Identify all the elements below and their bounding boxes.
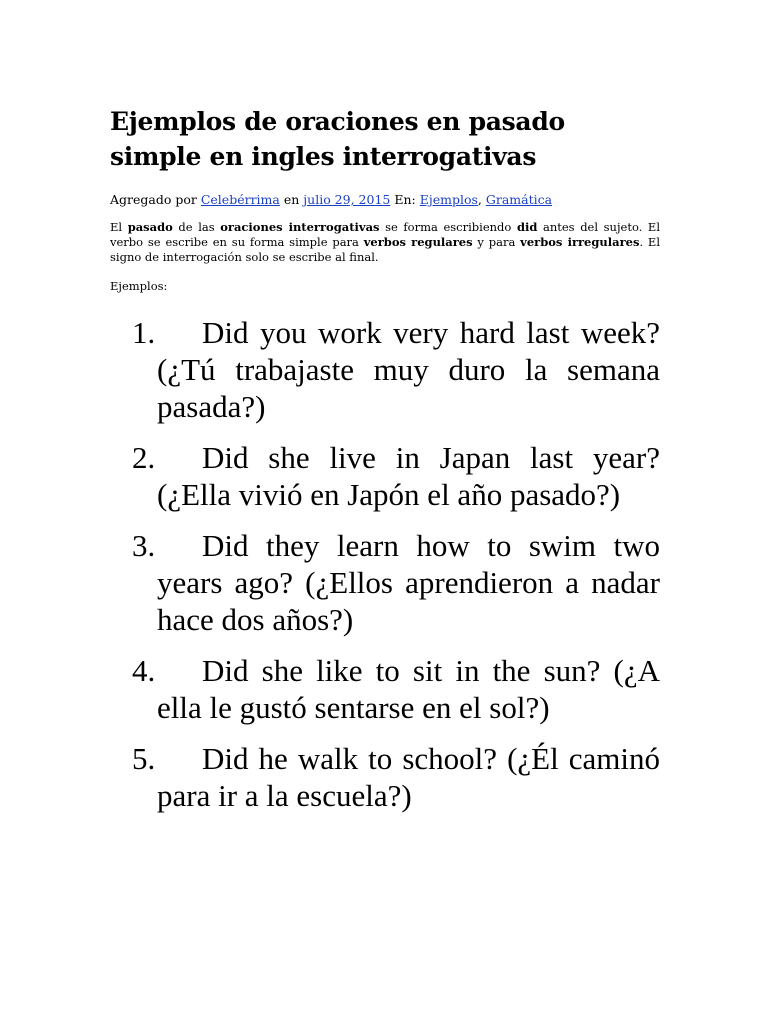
meta-date-prefix: en xyxy=(279,192,304,207)
post-meta xyxy=(110,192,660,207)
date-link[interactable]: julio 29, 2015 xyxy=(303,192,391,207)
document-page xyxy=(110,104,660,828)
list-item-number: 1. xyxy=(132,315,156,350)
intro-paragraph xyxy=(110,220,660,265)
intro-text-3: se forma escribiendo xyxy=(379,220,517,234)
list-item-text: Did she like to sit in the sun? (¿A ella le gustó sentarse en el sol?) xyxy=(157,653,660,725)
list-item xyxy=(110,527,660,638)
list-item-number: 2. xyxy=(132,440,156,475)
list-item-number: 4. xyxy=(132,653,156,688)
list-item-number: 3. xyxy=(132,528,156,563)
list-item xyxy=(110,314,660,425)
meta-prefix: Agregado por xyxy=(110,192,201,207)
list-item xyxy=(110,652,660,726)
list-item-text: Did they learn how to swim two years ago? (¿Ellos aprendieron a nadar hace dos años?) xyxy=(157,528,660,637)
list-item xyxy=(110,439,660,513)
meta-separator: , xyxy=(477,192,486,207)
examples-label: Ejemplos: xyxy=(110,279,168,293)
intro-text-5: y para xyxy=(472,235,521,249)
intro-bold-3: did xyxy=(516,220,538,234)
examples-list xyxy=(110,314,660,814)
intro-bold-5: verbos irregulares xyxy=(520,235,640,249)
list-item-text: Did you work very hard last week? (¿Tú trabajaste muy duro la semana pasada?) xyxy=(157,315,660,424)
author-link[interactable]: Celebérrima xyxy=(200,192,280,207)
category-link-gramatica[interactable]: Gramática xyxy=(485,192,553,207)
intro-text-6: . El signo de interrogación solo se escribe al final. xyxy=(110,235,661,264)
intro-text-2: de las xyxy=(172,220,221,234)
list-item xyxy=(110,740,660,814)
intro-bold-4: verbos regulares xyxy=(363,235,473,249)
list-item-text: Did he walk to school? (¿Él caminó para ir a la escuela?) xyxy=(157,741,660,813)
intro-bold-1: pasado xyxy=(127,220,173,234)
intro-bold-2: oraciones interrogativas xyxy=(220,220,380,234)
list-item-number: 5. xyxy=(132,741,156,776)
intro-text-4: antes del sujeto. El verbo se escribe en su forma simple para xyxy=(110,220,660,249)
page-title: Ejemplos de oraciones en pasado simple en ingles interrogativas xyxy=(110,107,565,171)
list-item-text: Did she live in Japan last year? (¿Ella vivió en Japón el año pasado?) xyxy=(157,440,660,512)
category-link-ejemplos[interactable]: Ejemplos xyxy=(419,192,478,207)
intro-text-1: El xyxy=(110,220,128,234)
meta-category-prefix: En: xyxy=(390,192,420,207)
